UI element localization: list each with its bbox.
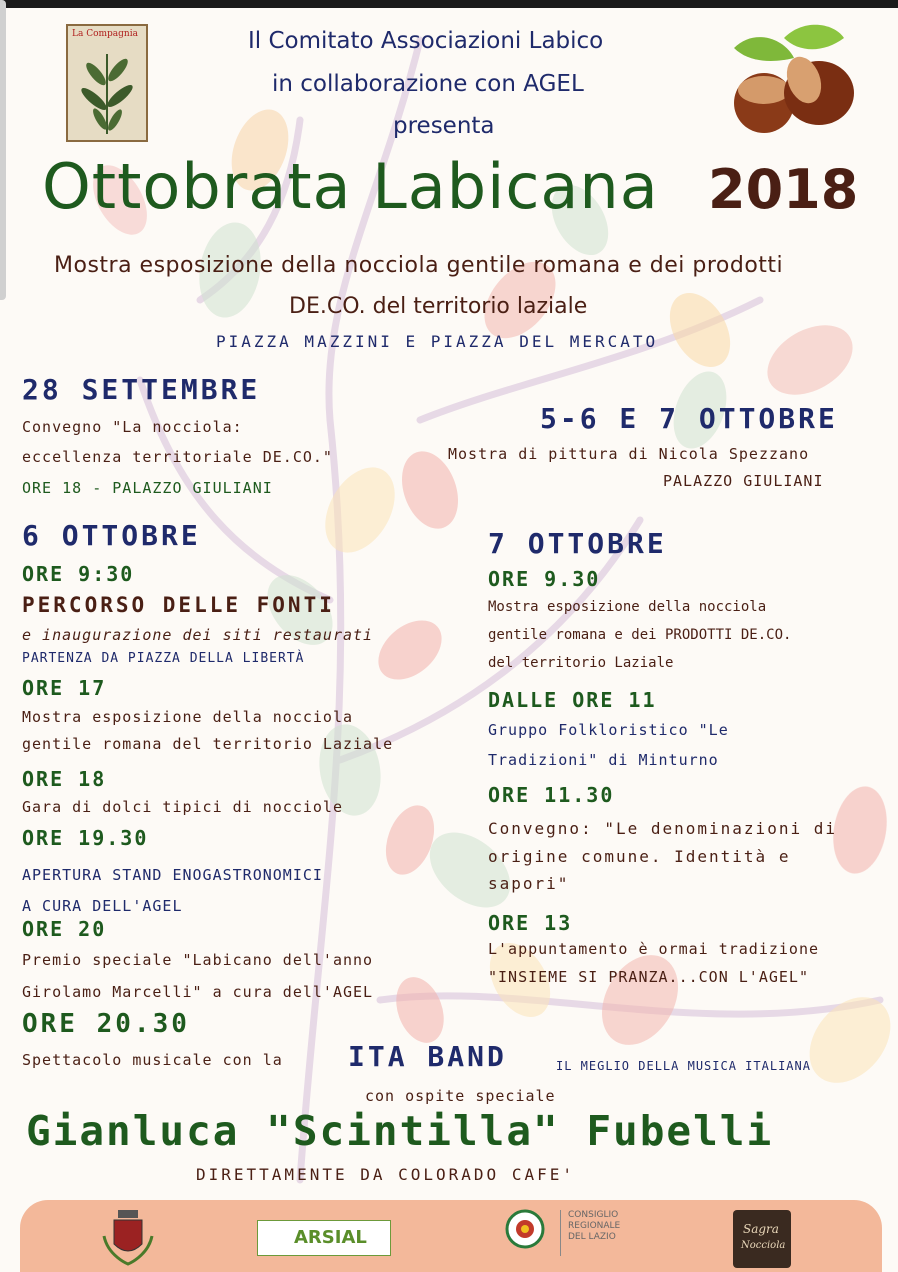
presenta-line: presenta — [393, 113, 495, 139]
location: PIAZZA MAZZINI E PIAZZA DEL MERCATO — [216, 332, 659, 351]
sept28-date: 28 SETTEMBRE — [22, 373, 261, 406]
oct7-time-3: ORE 11.30 — [488, 783, 615, 807]
logo-text: La Compagnia — [72, 29, 138, 39]
oct6-time-1: ORE 9:30 — [22, 562, 135, 586]
concert-intro: Spettacolo musicale con la — [22, 1051, 283, 1069]
plant-icon — [70, 44, 144, 136]
oct7-item-2-line-1: Gruppo Folkloristico "Le — [488, 721, 729, 739]
oct6-time-4: ORE 19.30 — [22, 826, 149, 850]
consiglio-line-1: CONSIGLIO — [568, 1210, 619, 1220]
oct6-item-2-line-1: Mostra esposizione della nocciola — [22, 708, 354, 726]
event-year: 2018 — [708, 158, 859, 221]
oct6-item-1-start: PARTENZA DA PIAZZA DELLA LIBERTÀ — [22, 651, 305, 666]
oct6-item-4-line-1: APERTURA STAND ENOGASTRONOMICI — [22, 866, 323, 884]
nocciola-text: Nocciola — [741, 1240, 786, 1251]
oct7-time-4: ORE 13 — [488, 911, 573, 935]
oct7-item-3-line-3: sapori" — [488, 874, 570, 893]
oct6-item-2-line-2: gentile romana del territorio Laziale — [22, 735, 394, 753]
consiglio-logo — [568, 1210, 620, 1243]
sagra-text: Sagra — [743, 1222, 779, 1236]
oct7-item-1-line-2: gentile romana e dei PRODOTTI DE.CO. — [488, 627, 792, 643]
sponsor-footer — [20, 1200, 882, 1272]
oct567-line-2: PALAZZO GIULIANI — [663, 472, 824, 490]
oct6-time-5: ORE 20 — [22, 917, 107, 941]
oct6-time-3: ORE 18 — [22, 767, 107, 791]
compagnia-logo — [66, 24, 148, 142]
arsial-text: ARSIAL — [294, 1227, 367, 1248]
regione-lazio-logo-icon — [504, 1208, 546, 1250]
oct6-item-5-line-1: Premio speciale "Labicano dell'anno — [22, 951, 374, 969]
oct6-item-5-line-2: Girolamo Marcelli" a cura dell'AGEL — [22, 983, 374, 1001]
oct6-item-1-title: PERCORSO DELLE FONTI — [22, 593, 335, 617]
oct567-date: 5-6 E 7 OTTOBRE — [540, 402, 838, 435]
event-title: Ottobrata Labicana — [42, 150, 659, 223]
guest-origin: DIRETTAMENTE DA COLORADO CAFE' — [196, 1165, 575, 1184]
sept28-line-2: eccellenza territoriale DE.CO." — [22, 448, 333, 466]
oct6-item-1-desc: e inaugurazione dei siti restaurati — [22, 626, 374, 644]
oct6-item-3: Gara di dolci tipici di nocciole — [22, 798, 343, 816]
sagra-nocciola-logo — [733, 1210, 791, 1268]
oct7-item-1-line-3: del territorio Laziale — [488, 655, 674, 671]
organizer-line: Il Comitato Associazioni Labico — [248, 28, 604, 54]
band-name: ITA BAND — [348, 1040, 507, 1073]
sept28-line-3: ORE 18 - PALAZZO GIULIANI — [22, 479, 273, 497]
consiglio-line-2: REGIONALE — [568, 1221, 621, 1231]
arsial-logo — [257, 1220, 391, 1256]
guest-intro: con ospite speciale — [365, 1087, 556, 1105]
band-tagline: IL MEGLIO DELLA MUSICA ITALIANA — [556, 1059, 811, 1073]
guest-name: Gianluca "Scintilla" Fubelli — [26, 1107, 774, 1155]
oct6-time-2: ORE 17 — [22, 676, 107, 700]
sept28-line-1: Convegno "La nocciola: — [22, 418, 243, 436]
subtitle-line-1: Mostra esposizione della nocciola gentile romana e dei prodotti — [54, 253, 784, 278]
oct7-time-1: ORE 9.30 — [488, 567, 601, 591]
divider — [560, 1210, 561, 1256]
consiglio-line-3: DEL LAZIO — [568, 1232, 616, 1242]
oct7-item-2-line-2: Tradizioni" di Minturno — [488, 751, 719, 769]
oct7-item-4-line-2: "INSIEME SI PRANZA...CON L'AGEL" — [488, 968, 809, 986]
oct6-time-6: ORE 20.30 — [22, 1009, 190, 1039]
oct7-item-3-line-1: Convegno: "Le denominazioni di — [488, 819, 837, 838]
subtitle-line-2: DE.CO. del territorio laziale — [289, 294, 588, 319]
collab-line: in collaborazione con AGEL — [272, 71, 584, 97]
oct7-time-2: DALLE ORE 11 — [488, 688, 657, 712]
oct567-line-1: Mostra di pittura di Nicola Spezzano — [448, 445, 810, 463]
oct7-item-4-line-1: L'appuntamento è ormai tradizione — [488, 940, 820, 958]
labico-coat-of-arms-icon — [98, 1206, 158, 1268]
oct6-date: 6 OTTOBRE — [22, 519, 201, 552]
oct7-date: 7 OTTOBRE — [488, 527, 667, 560]
oct7-item-1-line-1: Mostra esposizione della nocciola — [488, 599, 767, 615]
oct6-item-4-line-2: A CURA DELL'AGEL — [22, 897, 183, 915]
oct7-item-3-line-2: origine comune. Identità e — [488, 847, 791, 866]
hazelnut-icon — [724, 18, 864, 138]
